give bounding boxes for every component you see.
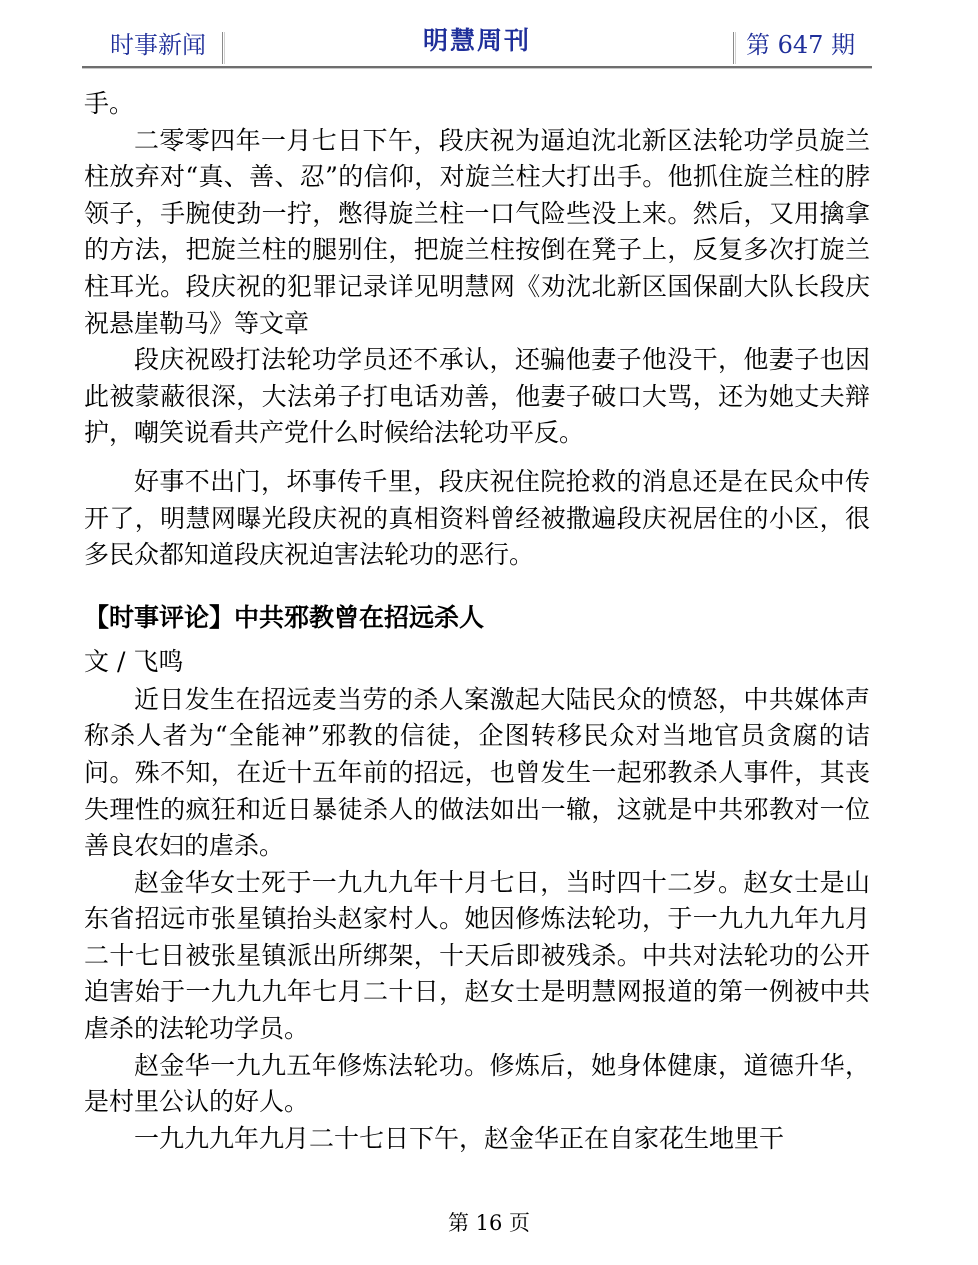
paragraph: 一九九九年九月二十七日下午，赵金华正在自家花生地里干: [134, 1123, 785, 1153]
header-rule: [82, 66, 872, 69]
page-header: [82, 22, 872, 68]
paragraph: 赵金华女士死于一九九九年十月七日，当时四十二岁。赵女士是山东省招远市张星镇抬头赵家村人。她因修炼法轮功，于一九九九年九月二十七日被张星镇派出所绑架，十天后即被残杀。中共对法轮功的公开迫害始于一九九九年七月二十日，赵女士是明慧网报道的第一例被中共虐杀的法轮功学员。: [84, 867, 870, 1044]
page-content: [84, 86, 870, 1157]
paragraph: 赵金华一九九五年修炼法轮功。修炼后，她身体健康，道德升华，是村里公认的好人。: [84, 1050, 870, 1117]
section-name: 时事新闻: [110, 31, 206, 59]
paragraph-continuation: 手。: [84, 89, 135, 118]
paragraph: 二零零四年一月七日下午，段庆祝为逼迫沈北新区法轮功学员旋兰柱放弃对“真、善、忍”的信仰，对旋兰柱大打出手。他抓住旋兰柱的脖领子，手腕使劲一拧，憋得旋兰柱一口气险些没上来。然后，又用擒拿的方法，把旋兰柱的腿别住，把旋兰柱按倒在凳子上，反复多次打旋兰柱耳光。段庆祝的犯罪记录详见明慧网《劝沈北新区国保副大队长段庆祝悬崖勒马》等文章: [84, 125, 870, 338]
article-byline: 文 / 飞鸣: [84, 646, 184, 676]
paragraph: 近日发生在招远麦当劳的杀人案激起大陆民众的愤怒，中共媒体声称杀人者为“全能神”邪教的信徒，企图转移民众对当地官员贪腐的诘问。殊不知，在近十五年前的招远，也曾发生一起邪教杀人事件，其丧失理性的疯狂和近日暴徒杀人的做法如出一辙，这就是中共邪教对一位善良农妇的虐杀。: [84, 684, 870, 861]
paragraph: 好事不出门，坏事传千里，段庆祝住院抢救的消息还是在民众中传开了，明慧网曝光段庆祝的真相资料曾经被撒遍段庆祝居住的小区，很多民众都知道段庆祝迫害法轮功的恶行。: [84, 466, 870, 570]
issue-number: 第 647 期: [746, 31, 856, 59]
paragraph: 段庆祝殴打法轮功学员还不承认，还骗他妻子他没干，他妻子也因此被蒙蔽很深，大法弟子打电话劝善，他妻子破口大骂，还为她丈夫辩护，嘲笑说看共产党什么时候给法轮功平反。: [84, 345, 870, 448]
header-divider: [222, 32, 223, 64]
header-divider: [733, 32, 734, 64]
page-number: 第 16 页: [447, 1211, 531, 1235]
article-title: 【时事评论】中共邪教曾在招远杀人: [84, 602, 485, 632]
publication-title: 明慧周刊: [422, 26, 531, 55]
